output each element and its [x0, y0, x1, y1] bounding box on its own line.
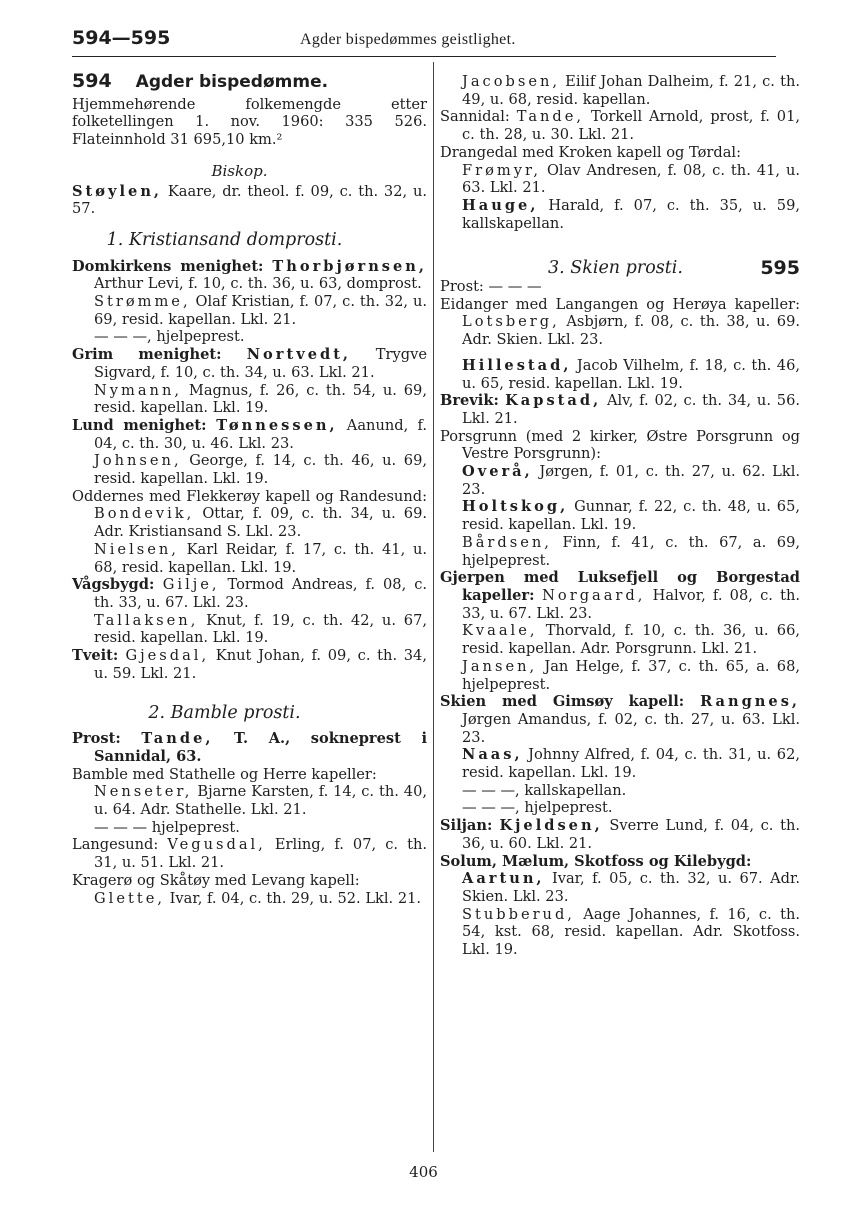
- entry: Porsgrunn (med 2 kirker, Østre Porsgrunn og Vestre Porsgrunn):: [440, 427, 800, 463]
- entry: Frømyr, Olav Andresen, f. 08, c. th. 41, u. 63. Lkl. 21.: [462, 161, 800, 197]
- entry: Aartun, Ivar, f. 05, c. th. 32, u. 67. Adr. Skien. Lkl. 23.: [462, 870, 800, 905]
- entry: Brevik: Kapstad, Alv, f. 02, c. th. 34, u. 56. Lkl. 21.: [440, 392, 800, 427]
- entry: Vågsbygd: Gilje, Tormod Andreas, f. 08, c. th. 33, u. 67. Lkl. 23.: [72, 576, 428, 611]
- entry: — — — hjelpeprest.: [94, 818, 240, 836]
- page-range: 594—595: [72, 27, 171, 49]
- entry: Oddernes med Flekkerøy kapell og Randesund: Bondevik, Ottar, f. 09, c. th. 34, u. 69. Adr. Kristiansand S. Lkl. 23.: [72, 487, 427, 541]
- section-heading-2: 2. Bamble prosti.: [148, 702, 301, 723]
- entry: Langesund: Vegusdal, Erling, f. 07, c. th. 31, u. 51. Lkl. 21.: [72, 836, 427, 872]
- entry: Jacobsen, Eilif Johan Dalheim, f. 21, c. th. 49, u. 68, resid. kapellan.: [462, 73, 800, 108]
- page-number-595: 595: [760, 257, 800, 280]
- entry: — — —, hjelpeprest.: [94, 328, 245, 346]
- entry: Tveit: Gjesdal, Knut Johan, f. 09, c. th. 34, u. 59. Lkl. 21.: [72, 647, 427, 682]
- entry: Naas, Johnny Alfred, f. 04, c. th. 31, u. 62, resid. kapellan. Lkl. 19.: [462, 746, 800, 782]
- entry: Overå, Jørgen, f. 01, c. th. 27, u. 62. Lkl. 23.: [462, 463, 800, 498]
- entry: Nymann, Magnus, f. 26, c. th. 54, u. 69, resid. kapellan. Lkl. 19.: [94, 381, 427, 417]
- entry: Johnsen, George, f. 14, c. th. 46, u. 69, resid. kapellan. Lkl. 19.: [94, 452, 427, 488]
- entry: Siljan: Kjeldsen, Sverre Lund, f. 04, c. th. 36, u. 60. Lkl. 21.: [440, 817, 800, 852]
- entry: Solum, Mælum, Skotfoss og Kilebygd:: [440, 852, 752, 870]
- entry: Skien med Gimsøy kapell: Rangnes, Jørgen Amandus, f. 02, c. th. 27, u. 63. Lkl. 23.: [440, 693, 800, 746]
- entry: — — —, kallskapellan.: [462, 781, 627, 799]
- column-divider: [433, 62, 434, 1152]
- entry: Drangedal med Kroken kapell og Tørdal:: [440, 143, 741, 161]
- right-column: [440, 73, 800, 959]
- page-footer-number: 406: [409, 1163, 438, 1181]
- diocese-name: Agder bispedømme.: [135, 72, 329, 92]
- entry: Prost: — — —: [440, 278, 542, 296]
- entry: Jansen, Jan Helge, f. 37, c. th. 65, a. 68, hjelpeprest.: [462, 657, 800, 693]
- entry: Nielsen, Karl Reidar, f. 17, c. th. 41, u. 68, resid. kapellan. Lkl. 19.: [94, 540, 427, 576]
- entry: Hauge, Harald, f. 07, c. th. 35, u. 59, kallskapellan.: [462, 196, 800, 232]
- running-title: Agder bispedømmes geistlighet.: [300, 31, 516, 48]
- entry: Glette, Ivar, f. 04, c. th. 29, u. 52. Lkl. 21.: [94, 889, 422, 907]
- page-header: [72, 27, 776, 57]
- entry: Domkirkens menighet: Thorbjørnsen, Arthur Levi, f. 10, c. th. 36, u. 63, domprost.: [72, 257, 427, 293]
- section-heading-3: 3. Skien prosti. 595: [548, 257, 800, 280]
- entry: Kragerø og Skåtøy med Levang kapell:: [72, 871, 360, 889]
- entry: Kvaale, Thorvald, f. 10, c. th. 36, u. 66, resid. kapellan. Adr. Porsgrunn. Lkl. 21.: [462, 622, 800, 658]
- diocese-heading: [72, 70, 427, 92]
- entry: Bårdsen, Finn, f. 41, c. th. 67, a. 69, hjelpeprest.: [462, 533, 800, 569]
- entry: Eidanger med Langangen og Herøya kapeller: Lotsberg, Asbjørn, f. 08, c. th. 38, u. 69. Adr. Skien. Lkl. 23.: [440, 295, 800, 349]
- left-column: [72, 70, 428, 907]
- entry: Nenseter, Bjarne Karsten, f. 14, c. th. 40, u. 64. Adr. Stathelle. Lkl. 21.: [94, 783, 427, 819]
- entry: Strømme, Olaf Kristian, f. 07, c. th. 32, u. 69, resid. kapellan. Lkl. 21.: [94, 293, 427, 328]
- bishop-label: Biskop.: [211, 161, 268, 180]
- entry: Holtskog, Gunnar, f. 22, c. th. 48, u. 65, resid. kapellan. Lkl. 19.: [462, 498, 800, 534]
- entry: Grim menighet: Nortvedt, Trygve Sigvard, f. 10, c. th. 34, u. 63. Lkl. 21.: [72, 346, 427, 381]
- entry: — — —, hjelpeprest.: [462, 799, 613, 817]
- entry: Sannidal: Tande, Torkell Arnold, prost, f. 01, c. th. 28, u. 30. Lkl. 21.: [440, 108, 800, 144]
- diocese-number: 594: [72, 70, 112, 92]
- header-rule: [72, 56, 776, 57]
- entry: Tallaksen, Knut, f. 19, c. th. 42, u. 67, resid. kapellan. Lkl. 19.: [94, 611, 427, 647]
- entry: Prost: Tande, T. A., sokneprest i Sannidal, 63.: [72, 730, 427, 765]
- section-heading-1: 1. Kristiansand domprosti.: [106, 229, 343, 250]
- bishop-entry: Støylen, Kaare, dr. theol. f. 09, c. th. 32, u. 57.: [72, 182, 427, 218]
- entry: Lund menighet: Tønnessen, Aanund, f. 04, c. th. 30, u. 46. Lkl. 23.: [72, 416, 427, 452]
- entry: Bamble med Stathelle og Herre kapeller:: [72, 765, 377, 783]
- entry: Gjerpen med Luksefjell og Borgestad kapeller: Norgaard, Halvor, f. 08, c. th. 33, u. 67. Lkl. 23.: [440, 569, 800, 622]
- population-note: Hjemmehørende folkemengde etter folketellingen 1. nov. 1960: 335 526. Flateinnhold 31 695,10 km.²: [72, 95, 427, 149]
- entry: Hillestad, Jacob Vilhelm, f. 18, c. th. 46, u. 65, resid. kapellan. Lkl. 19.: [462, 356, 800, 392]
- entry: Stubberud, Aage Johannes, f. 16, c. th. 54, kst. 68, resid. kapellan. Adr. Skotfoss. Lkl. 19.: [462, 905, 800, 959]
